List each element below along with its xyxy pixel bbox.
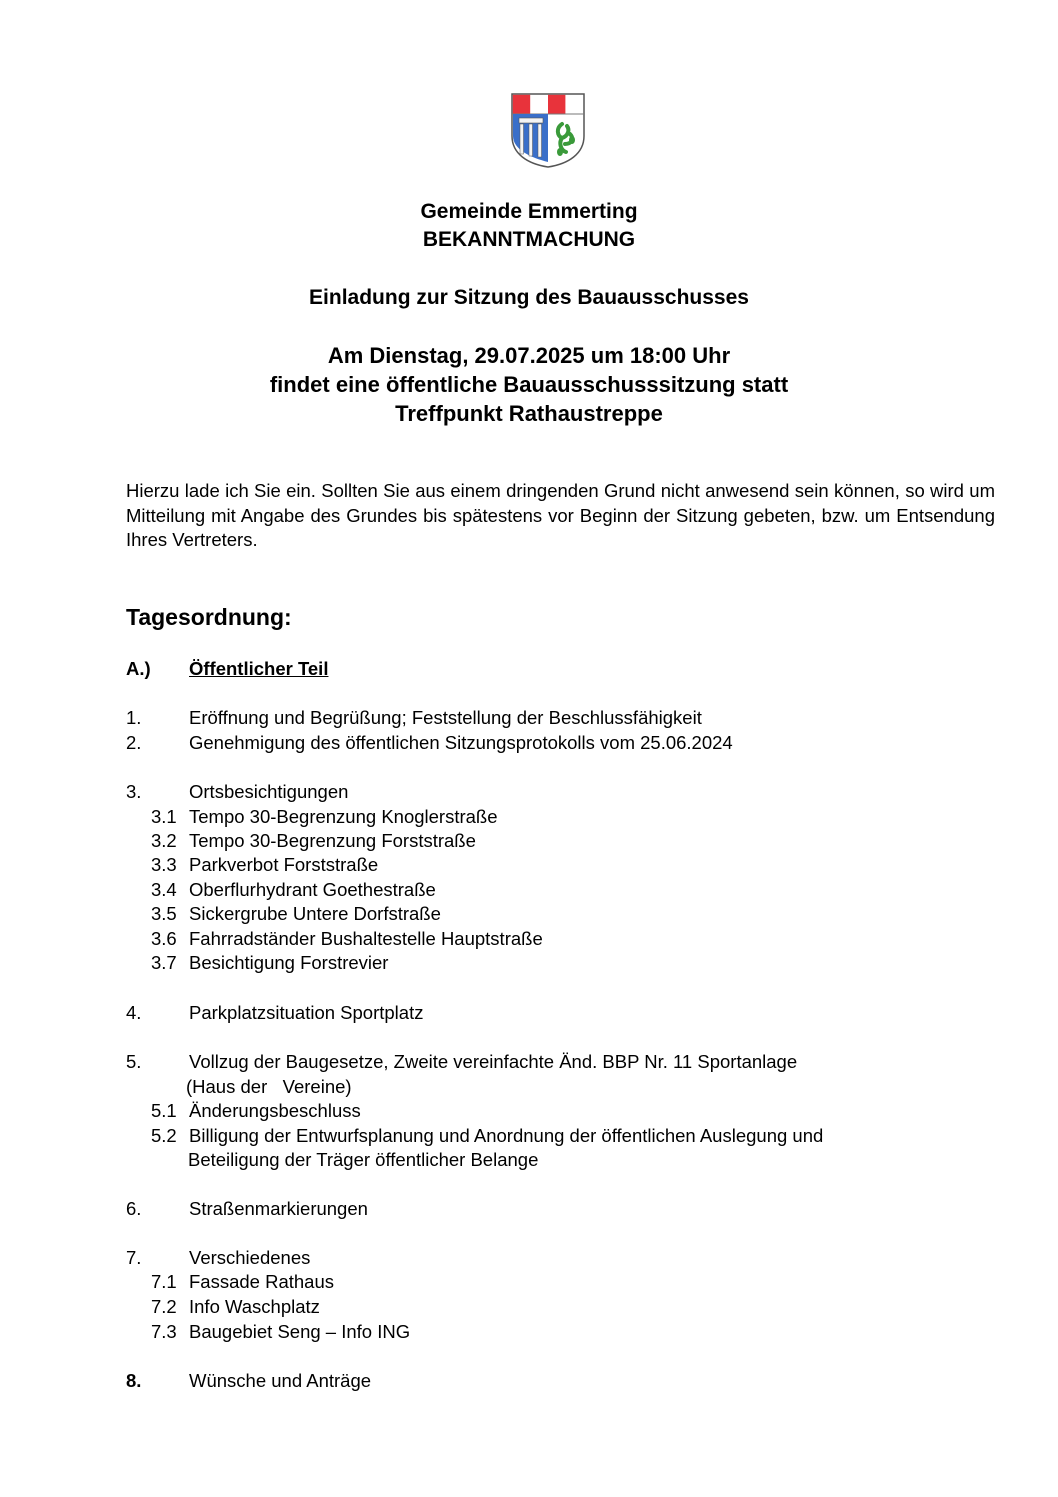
notice-title: BEKANNTMACHUNG <box>422 228 636 251</box>
agenda-item-text: Wünsche und Anträge <box>189 1370 372 1391</box>
agenda-item-text: Tempo 30-Begrenzung Forststraße <box>189 830 476 851</box>
meeting-description: findet eine öffentliche Bauausschusssitzung statt <box>269 372 789 397</box>
invitation-title: Einladung zur Sitzung des Bauausschusses <box>309 286 749 309</box>
agenda-item-number: 3.3 <box>151 854 177 875</box>
agenda-item-number: 5. <box>126 1051 142 1072</box>
agenda-item-number: 8. <box>126 1370 142 1391</box>
agenda-item-number: 6. <box>126 1198 142 1219</box>
agenda-item-text: Vollzug der Baugesetze, Zweite vereinfachte Änd. BBP Nr. 11 Sportanlage <box>189 1051 798 1072</box>
agenda-item-text: Fahrradständer Bushaltestelle Hauptstraße <box>189 928 543 949</box>
agenda-item-number: 3.7 <box>151 952 177 973</box>
agenda-item-number: 3.1 <box>151 806 177 827</box>
agenda-item-number: 3.2 <box>151 830 177 851</box>
agenda-item-continuation: Beteiligung der Träger öffentlicher Belange <box>188 1149 539 1170</box>
title-block <box>0 198 1058 254</box>
meeting-date: Am Dienstag, 29.07.2025 um 18:00 Uhr <box>327 343 731 368</box>
agenda-item-number: 1. <box>126 707 142 728</box>
meeting-details <box>0 341 1058 428</box>
agenda-item-number: 7. <box>126 1247 142 1268</box>
agenda-item-text: Eröffnung und Begrüßung; Feststellung der Beschlussfähigkeit <box>189 707 702 728</box>
meeting-location: Treffpunkt Rathaustreppe <box>395 401 663 426</box>
section-title: Öffentlicher Teil <box>189 658 329 679</box>
agenda-item-text: Ortsbesichtigungen <box>189 781 349 802</box>
agenda-item-text: Parkverbot Forststraße <box>189 854 379 875</box>
agenda-item-number: 5.2 <box>151 1125 177 1146</box>
agenda-item-continuation: (Haus der Vereine) <box>186 1076 352 1097</box>
agenda-item-number: 3.5 <box>151 903 177 924</box>
agenda-item-text: Straßenmarkierungen <box>189 1198 368 1219</box>
agenda-item-number: 3.6 <box>151 928 177 949</box>
municipality-name: Gemeinde Emmerting <box>420 200 638 223</box>
agenda-item-text: Parkplatzsituation Sportplatz <box>189 1002 424 1023</box>
agenda-item-number: 3. <box>126 781 142 802</box>
agenda-item-text: Änderungsbeschluss <box>189 1100 361 1121</box>
agenda-item-text: Verschiedenes <box>189 1247 311 1268</box>
agenda-item-text: Billigung der Entwurfsplanung und Anordnung der öffentlichen Auslegung und <box>189 1125 824 1146</box>
agenda-heading: Tagesordnung: <box>126 604 292 630</box>
agenda-item-text: Fassade Rathaus <box>189 1271 335 1292</box>
agenda-item-text: Genehmigung des öffentlichen Sitzungsprotokolls vom 25.06.2024 <box>189 732 733 753</box>
agenda-item-text: Info Waschplatz <box>189 1296 320 1317</box>
agenda-item-number: 3.4 <box>151 879 177 900</box>
municipal-crest-icon <box>510 92 586 168</box>
agenda-item-text: Sickergrube Untere Dorfstraße <box>189 903 441 924</box>
agenda-item-number: 7.2 <box>151 1296 177 1317</box>
agenda-item-number: 5.1 <box>151 1100 177 1121</box>
agenda-item-text: Oberflurhydrant Goethestraße <box>189 879 436 900</box>
intro-paragraph: Hierzu lade ich Sie ein. Sollten Sie aus einem dringenden Grund nicht anwesend sein können, so wird um Mitteilung mit Angabe des Grundes bis spätestens vor Beginn der Sitzung gebeten, bzw. um Entsendung Ihres Vertreters. <box>126 480 995 550</box>
agenda-item-text: Tempo 30-Begrenzung Knoglerstraße <box>189 806 498 827</box>
agenda-item-number: 2. <box>126 732 142 753</box>
agenda-item-number: 7.3 <box>151 1321 177 1342</box>
agenda-item-number: 4. <box>126 1002 142 1023</box>
agenda-item-text: Baugebiet Seng – Info ING <box>189 1321 411 1342</box>
agenda-item-text: Besichtigung Forstrevier <box>189 952 389 973</box>
section-label: A.) <box>126 658 151 679</box>
agenda-item-number: 7.1 <box>151 1271 177 1292</box>
